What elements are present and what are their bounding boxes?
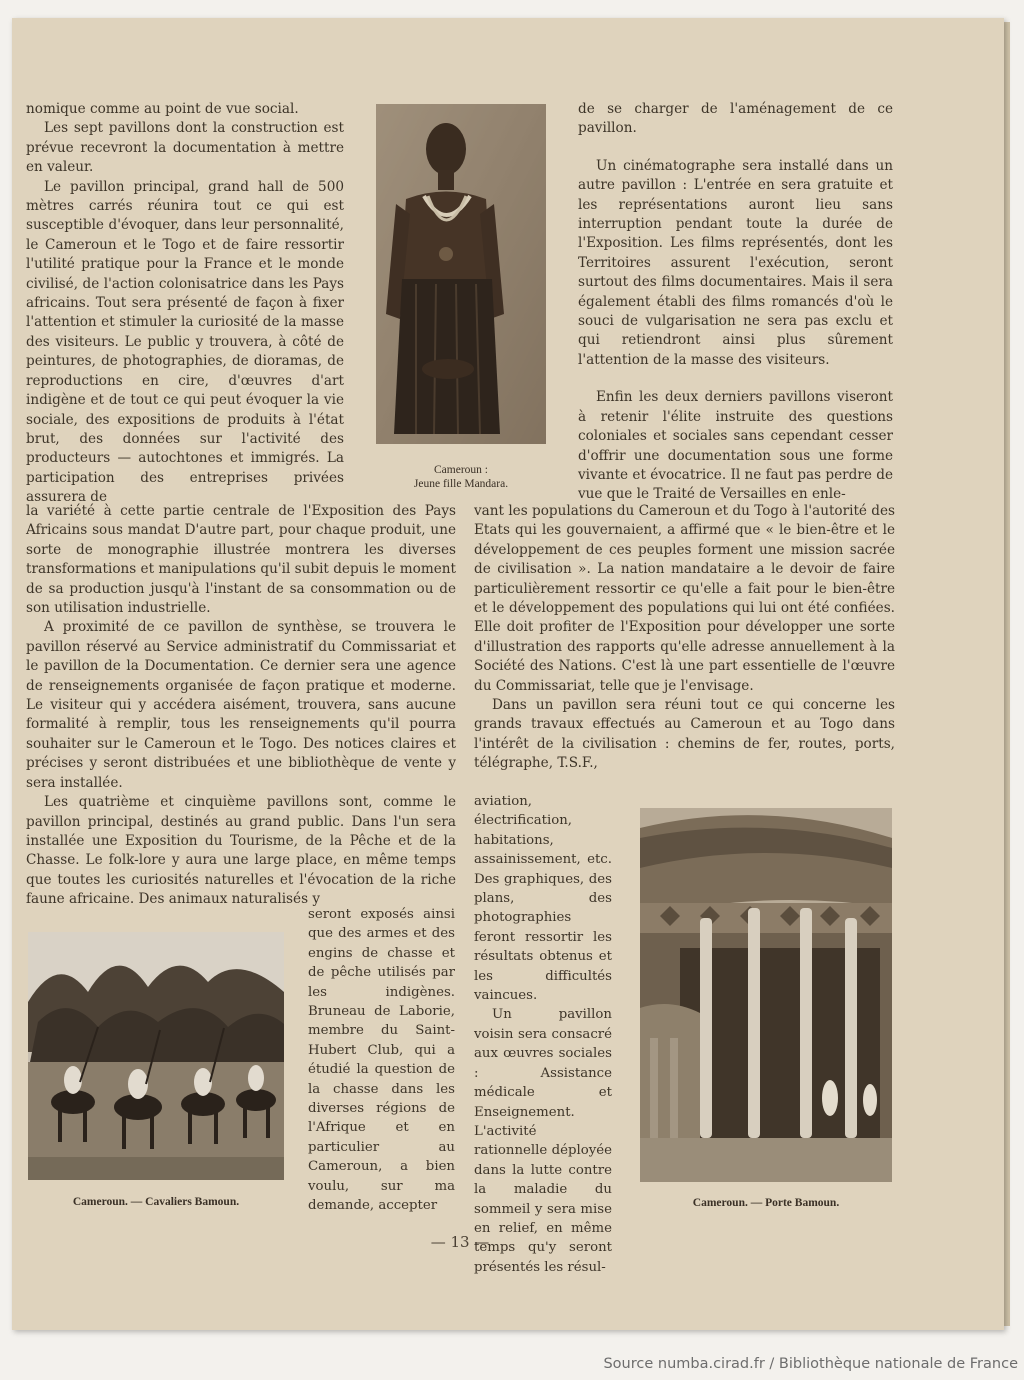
paragraph: Le pavillon principal, grand hall de 500 mètres carrés réunira tout ce qui est susceptible d'évoquer, dans leur personnalité, le Cameroun et le Togo et de faire ressortir l'utilité pratique pour la France et le monde civilisé, de l'action colonisatrice dans les Pays africains. Tout sera présenté de façon à fixer l'attention et stimuler la curiosité de la masse des visiteurs. Le public y trouvera, à côté de peintures, de photographies, de dioramas, de reproductions en cire, d'œuvres d'art indigène et de tout ce qui peut évoquer la vie sociale, des expositions de produits à l'état brut, des données sur l'activité des producteurs — autochtones et immigrés. La participation des entreprises privées assurera de <box>26 178 344 506</box>
page-number: — 13 — <box>430 1233 490 1251</box>
source-credit: Source numba.cirad.fr / Bibliothèque nationale de France <box>603 1356 1018 1372</box>
paragraph: Enfin les deux derniers pavillons viseront à retenir l'élite instruite des questions coloniales et sociales sans cependant cesser d'offrir une documentation sous une forme vivante et évocatrice. Il ne faut pas perdre de vue que le Traité de Versailles en enle- <box>578 389 893 503</box>
caption-mandara <box>380 463 542 491</box>
column-right-top <box>578 100 893 505</box>
photo-porte-bamoun <box>640 808 892 1182</box>
paragraph: Les quatrième et cinquième pavillons sont, comme le pavillon principal, destinés au grand public. Dans l'un sera installée une Exposition du Tourisme, de la Pêche et de la Chasse. Le folk-lore y aura une large place, en même temps que toutes les curiosités naturelles et l'évocation de la riche faune africaine. Des animaux naturalisés y <box>26 794 456 908</box>
paragraph: la variété à cette partie centrale de l'Exposition des Pays Africains sous mandat D'autre part, pour chaque produit, une sorte de monographie illustrée montrera les diverses transformations et manipulations qu'il subit depuis le moment de sa production jusqu'à l'instant de sa consommation ou de son utilisation industrielle. <box>26 503 456 617</box>
paragraph: vant les populations du Cameroun et du Togo à l'autorité des Etats qui les gouvernaient, a affirmé que « le bien-être et le développement de ces peuples forment une mission sacrée de civilisation ». La nation mandataire a le devoir de faire particulièrement ressortir ce qu'elle a fait pour le bien-être et le développement des populations qui lui ont été confiées. Elle doit profiter de l'Exposition pour développer une sorte d'illustration des rapports qu'elle adresse annuellement à la Société des Nations. C'est là une part essentielle de l'œuvre du Commissariat, telle que je l'envisage. <box>474 503 896 694</box>
paragraph: aviation, électrification, habitations, assainissement, etc. Des graphiques, des plans, des photographies feront ressortir les résultats obtenus et les difficultés vaincues. <box>474 794 612 1004</box>
paragraph: seront exposés ainsi que des armes et des engins de chasse et de pêche utilisés par les indigènes. Bruneau de Laborie, membre du Saint-Hubert Club, qui a étudié la question de la chasse dans les diverses régions de l'Afrique et en particulier au Cameroun, a bien voulu, sur ma demande, accepter <box>308 907 455 1214</box>
column-left-top <box>26 100 344 508</box>
paragraph: Un cinématographe sera installé dans un autre pavillon : L'entrée en sera gratuite et les représentations auront lieu sans interruption pendant toute la durée de l'Exposition. Les films représentés, dont les Territoires assurent l'exécution, seront surtout des films documentaires. Mais il sera également établi des films romancés d'où le souci de vulgarisation ne sera pas exclu et qui retiendront ainsi plus sûrement l'attention de la masse des visiteurs. <box>578 157 893 368</box>
paragraph: de se charger de l'aménagement de ce pavillon. <box>578 101 893 137</box>
paragraph: nomique comme au point de vue social. <box>26 101 299 117</box>
paragraph: A proximité de ce pavillon de synthèse, se trouvera le pavillon réservé au Service administratif du Commissariat et le pavillon de la Documentation. Ce dernier sera une agence de renseignements organisée de façon pratique et moderne. Le visiteur qui y accédera aisément, trouvera, sans aucune formalité à remplir, tous les renseignements qu'il pourra souhaiter sur le Cameroun et le Togo. Des notices claires et précises y seront distribuées et une bibliothèque de vente y sera installée. <box>26 619 456 791</box>
paragraph: Un pavillon voisin sera consacré aux œuvres sociales : Assistance médicale et Enseignement. L'activité rationnelle déployée dans la lutte contre la maladie du sommeil y sera mise en relief, en même temps qu'y seront présentés les résul- <box>474 1007 612 1275</box>
column-left-wide <box>26 502 456 910</box>
paragraph: Les sept pavillons dont la construction est prévue recevront la documentation à mettre en valeur. <box>26 120 344 176</box>
photo-cavaliers-bamoun <box>28 932 284 1180</box>
caption-mandara-line2: Jeune fille Mandara. <box>413 478 509 490</box>
photo-mandara-illustration <box>376 104 546 444</box>
column-narrow-middle <box>308 905 455 1216</box>
column-right-wide <box>474 502 895 774</box>
caption-cavaliers: Cameroun. — Cavaliers Bamoun. <box>72 1196 240 1208</box>
caption-porte: Cameroun. — Porte Bamoun. <box>692 1197 840 1209</box>
photo-jeune-fille-mandara <box>376 104 546 444</box>
caption-mandara-line1: Cameroun : <box>434 464 488 476</box>
photo-porte-illustration <box>640 808 892 1182</box>
paragraph: Dans un pavillon sera réuni tout ce qui concerne les grands travaux effectués au Cameroun et au Togo dans l'intérêt de la civilisation : chemins de fer, routes, ports, télégraphe, T.S.F., <box>474 697 895 772</box>
column-narrow-right <box>474 792 612 1277</box>
photo-cavaliers-illustration <box>28 932 284 1180</box>
